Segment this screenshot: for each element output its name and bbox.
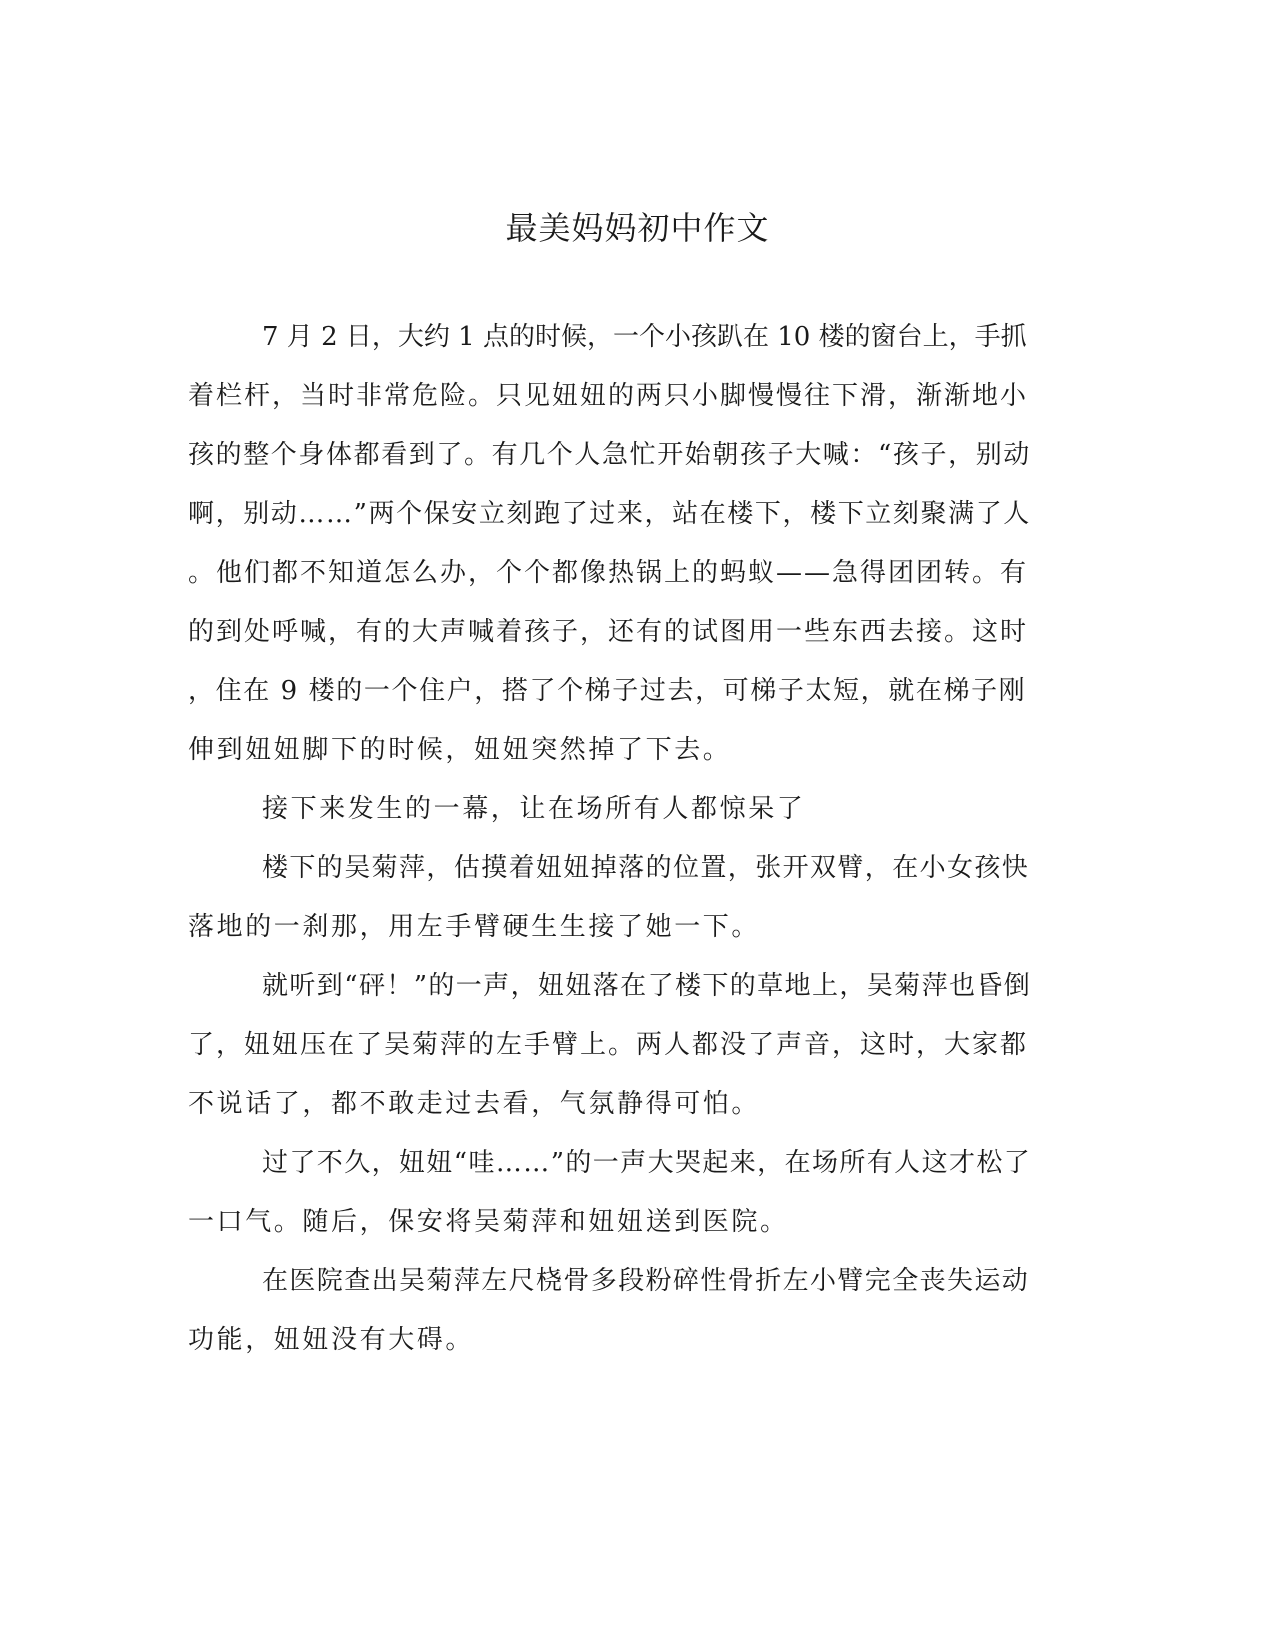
text-line: 落地的一刹那，用左手臂硬生生接了她一下。 (188, 912, 761, 942)
text-line: 就听到“砰！”的一声，妞妞落在了楼下的草地上，吴菊萍也昏倒 (262, 971, 1032, 1001)
text-line: 功能，妞妞没有大碍。 (188, 1325, 475, 1355)
text-line: 不说话了，都不敢走过去看，气氛静得可怕。 (188, 1089, 761, 1119)
text-line: 啊，别动……”两个保安立刻跑了过来，站在楼下，楼下立刻聚满了人 (188, 499, 1031, 529)
text-line: 的到处呼喊，有的大声喊着孩子，还有的试图用一些东西去接。这时 (188, 617, 1029, 647)
text-line: 孩的整个身体都看到了。有几个人急忙开始朝孩子大喊：“孩子，别动 (188, 440, 1031, 470)
text-line: 在医院查出吴菊萍左尺桡骨多段粉碎性骨折左小臂完全丧失运动 (262, 1266, 1030, 1296)
text-line: 楼下的吴菊萍，估摸着妞妞掉落的位置，张开双臂，在小女孩快 (262, 853, 1030, 883)
text-line: 着栏杆，当时非常危险。只见妞妞的两只小脚慢慢往下滑，渐渐地小 (188, 381, 1029, 411)
text-line: 一口气。随后，保安将吴菊萍和妞妞送到医院。 (188, 1207, 789, 1237)
text-line: 接下来发生的一幕，让在场所有人都惊呆了 (262, 794, 806, 824)
text-line: 。他们都不知道怎么办，个个都像热锅上的蚂蚁——急得团团转。有 (188, 558, 1029, 588)
text-line: 过了不久，妞妞“哇……”的一声大哭起来，在场所有人这才松了 (262, 1148, 1032, 1178)
text-line: 了，妞妞压在了吴菊萍的左手臂上。两人都没了声音，这时，大家都 (188, 1030, 1029, 1060)
text-line: ，住在 9 楼的一个住户，搭了个梯子过去，可梯子太短，就在梯子刚 (188, 676, 1027, 706)
text-line: 7 月 2 日，大约 1 点的时候，一个小孩趴在 10 楼的窗台上，手抓 (262, 322, 1027, 352)
page-title: 最美妈妈初中作文 (505, 209, 770, 247)
text-line: 伸到妞妞脚下的时候，妞妞突然掉了下去。 (188, 735, 732, 765)
